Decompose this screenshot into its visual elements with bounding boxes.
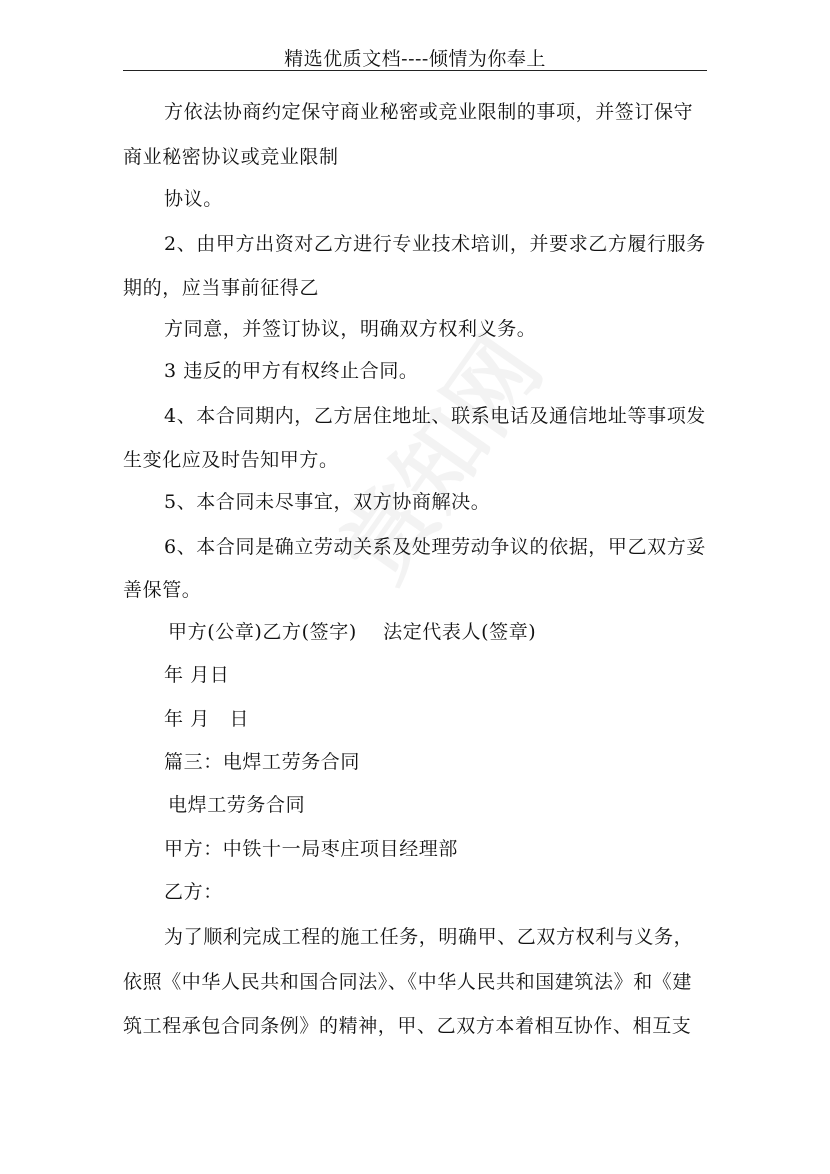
body-line: 6、本合同是确立劳动关系及处理劳动争议的依据，甲乙双方妥	[164, 536, 706, 558]
body-line: 4、本合同期内，乙方居住地址、联系电话及通信地址等事项发	[164, 405, 706, 427]
page-header-title: 精选优质文档----倾情为你奉上	[284, 48, 546, 70]
body-line: 依照《中华人民共和国合同法》、《中华人民共和国建筑法》和《建	[123, 971, 693, 993]
body-line: 为了顺利完成工程的施工任务，明确甲、乙双方权利与义务，	[164, 926, 694, 948]
body-line: 2、由甲方出资对乙方进行专业技术培训，并要求乙方履行服务	[164, 233, 706, 255]
body-line: 协议。	[164, 188, 223, 210]
body-line: 3 违反的甲方有权终止合同。	[164, 360, 419, 382]
header-divider	[123, 70, 707, 71]
party-b-line: 乙方：	[164, 881, 223, 903]
signature-line: 甲方(公章)乙方(签字) 法定代表人(签章)	[168, 621, 537, 643]
body-line: 筑工程承包合同条例》的精神，甲、乙双方本着相互协作、相互支	[123, 1015, 692, 1037]
body-line: 善保管。	[123, 579, 202, 601]
party-a-line: 甲方：中铁十一局枣庄项目经理部	[164, 838, 459, 860]
body-line: 5、本合同未尽事宜，双方协商解决。	[164, 491, 491, 513]
date-line: 年 月日	[164, 664, 230, 686]
section-heading: 篇三：电焊工劳务合同	[164, 751, 361, 773]
body-line: 方依法协商约定保守商业秘密或竞业限制的事项，并签订保守	[164, 101, 694, 123]
date-line: 年 月 日	[164, 708, 250, 730]
body-line: 商业秘密协议或竞业限制	[123, 146, 339, 168]
body-line: 方同意，并签订协议，明确双方权利义务。	[164, 318, 537, 340]
body-line: 生变化应及时告知甲方。	[123, 449, 339, 471]
contract-title: 电焊工劳务合同	[168, 794, 306, 816]
body-line: 期的，应当事前征得乙	[123, 277, 320, 299]
